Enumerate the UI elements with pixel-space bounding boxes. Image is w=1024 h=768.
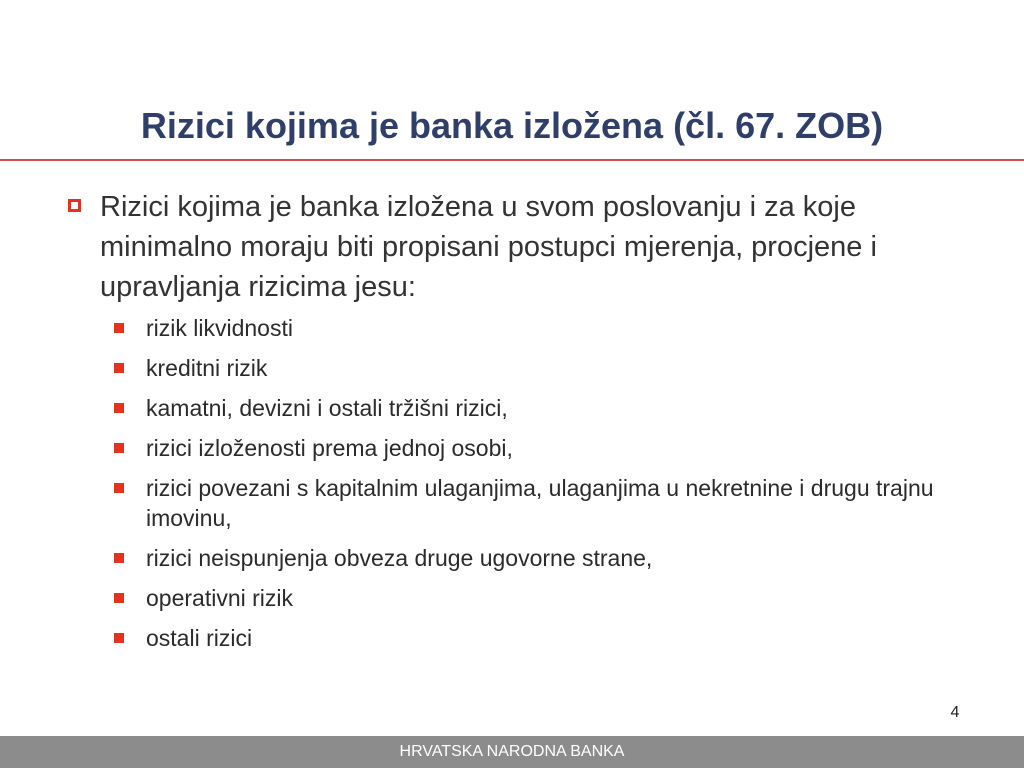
footer-text: HRVATSKA NARODNA BANKA xyxy=(399,743,625,760)
slide-content xyxy=(64,187,974,663)
square-bullet-icon xyxy=(114,553,124,563)
sub-bullet-item xyxy=(144,353,974,383)
slide-title: Rizici kojima je banka izložena (čl. 67. ZOB) xyxy=(140,105,884,146)
title-divider xyxy=(0,159,1024,161)
sub-bullet-text: kamatni, devizni i ostali tržišni rizici, xyxy=(146,395,508,421)
sub-bullet-text: rizik likvidnosti xyxy=(146,315,293,341)
sub-bullet-item xyxy=(144,313,974,343)
square-bullet-icon xyxy=(114,323,124,333)
sub-bullet-item xyxy=(144,583,974,613)
sub-bullet-text: rizici izloženosti prema jednoj osobi, xyxy=(146,435,513,461)
sub-bullet-item xyxy=(144,473,974,533)
hollow-square-bullet-icon xyxy=(68,199,81,212)
sub-bullet-text: rizici neispunjenja obveza druge ugovorne strane, xyxy=(146,545,653,571)
sub-bullet-item xyxy=(144,433,974,463)
sub-bullet-text: operativni rizik xyxy=(146,585,293,611)
square-bullet-icon xyxy=(114,593,124,603)
square-bullet-icon xyxy=(114,443,124,453)
square-bullet-icon xyxy=(114,483,124,493)
main-bullet-item xyxy=(64,187,974,307)
footer-bar xyxy=(0,736,1024,768)
sub-bullet-item xyxy=(144,623,974,653)
sub-bullet-item xyxy=(144,393,974,423)
sub-bullet-text: ostali rizici xyxy=(146,625,253,651)
sub-bullet-text: rizici povezani s kapitalnim ulaganjima, ulaganjima u nekretnine i drugu trajnu imovinu, xyxy=(146,475,934,531)
square-bullet-icon xyxy=(114,403,124,413)
sub-bullet-list xyxy=(64,313,974,653)
page-number: 4 xyxy=(950,704,960,721)
square-bullet-icon xyxy=(114,363,124,373)
sub-bullet-text: kreditni rizik xyxy=(146,355,268,381)
sub-bullet-item xyxy=(144,543,974,573)
main-bullet-text: Rizici kojima je banka izložena u svom poslovanju i za koje minimalno moraju biti propisani postupci mjerenja, procjene i upravljanja rizicima jesu: xyxy=(100,191,877,303)
square-bullet-icon xyxy=(114,633,124,643)
